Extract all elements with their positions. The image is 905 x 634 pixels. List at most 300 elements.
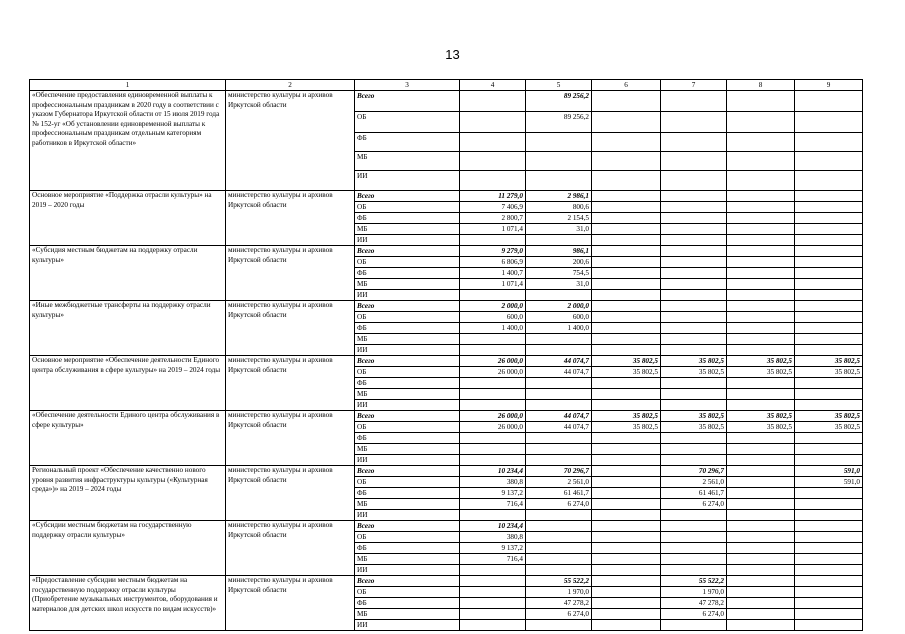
amount-cell: [727, 466, 795, 477]
amount-cell: [727, 389, 795, 400]
funding-source: ОБ: [355, 257, 460, 268]
amount-cell: 26 000,0: [460, 356, 526, 367]
amount-cell: [727, 521, 795, 532]
amount-cell: 6 274,0: [526, 499, 592, 510]
amount-cell: [661, 191, 727, 202]
amount-cell: [795, 543, 863, 554]
amount-cell: 61 461,7: [526, 488, 592, 499]
funding-source: ФБ: [355, 543, 460, 554]
activity-description: Основное мероприятие «Поддержка отрасли культуры» на 2019 – 2020 годы: [30, 191, 226, 246]
amount-cell: 6 274,0: [526, 609, 592, 620]
amount-cell: [727, 499, 795, 510]
amount-cell: [795, 268, 863, 279]
funding-source: Всего: [355, 246, 460, 257]
amount-cell: [592, 510, 661, 521]
funding-source: ФБ: [355, 268, 460, 279]
amount-cell: 11 279,0: [460, 191, 526, 202]
amount-cell: 2 154,5: [526, 213, 592, 224]
amount-cell: [727, 477, 795, 488]
amount-cell: 986,1: [526, 246, 592, 257]
amount-cell: [460, 510, 526, 521]
amount-cell: [795, 389, 863, 400]
table-row: [30, 521, 863, 532]
amount-cell: [592, 202, 661, 213]
amount-cell: [795, 290, 863, 301]
amount-cell: [526, 510, 592, 521]
amount-cell: [727, 202, 795, 213]
funding-source: ОБ: [355, 367, 460, 378]
amount-cell: 61 461,7: [661, 488, 727, 499]
amount-cell: [795, 565, 863, 576]
amount-cell: [727, 400, 795, 411]
column-header: 7: [661, 80, 727, 91]
amount-cell: 35 802,5: [727, 367, 795, 378]
amount-cell: [526, 334, 592, 345]
responsible-organization: министерство культуры и архивов Иркутской области: [226, 301, 355, 356]
amount-cell: [592, 345, 661, 356]
amount-cell: [661, 202, 727, 213]
amount-cell: 44 074,7: [526, 356, 592, 367]
amount-cell: 70 296,7: [526, 466, 592, 477]
amount-cell: 591,0: [795, 466, 863, 477]
amount-cell: [526, 620, 592, 631]
amount-cell: [592, 235, 661, 246]
amount-cell: [661, 312, 727, 323]
amount-cell: [526, 565, 592, 576]
amount-cell: 600,0: [526, 312, 592, 323]
amount-cell: [592, 444, 661, 455]
amount-cell: 716,4: [460, 499, 526, 510]
budget-table: [29, 79, 863, 631]
amount-cell: [727, 91, 795, 112]
amount-cell: [592, 112, 661, 133]
amount-cell: [592, 290, 661, 301]
amount-cell: [727, 565, 795, 576]
funding-source: ОБ: [355, 477, 460, 488]
funding-source: ФБ: [355, 323, 460, 334]
amount-cell: [727, 554, 795, 565]
amount-cell: 380,8: [460, 532, 526, 543]
amount-cell: [526, 433, 592, 444]
amount-cell: 31,0: [526, 224, 592, 235]
amount-cell: [795, 246, 863, 257]
column-header: 6: [592, 80, 661, 91]
column-header: 8: [727, 80, 795, 91]
amount-cell: [592, 433, 661, 444]
funding-source: ИИ: [355, 290, 460, 301]
responsible-organization: министерство культуры и архивов Иркутской области: [226, 191, 355, 246]
amount-cell: 35 802,5: [592, 411, 661, 422]
amount-cell: [460, 576, 526, 587]
amount-cell: [727, 488, 795, 499]
amount-cell: [460, 91, 526, 112]
funding-source: ИИ: [355, 455, 460, 466]
amount-cell: 1 071,4: [460, 279, 526, 290]
funding-source: МБ: [355, 279, 460, 290]
amount-cell: [460, 235, 526, 246]
amount-cell: [727, 345, 795, 356]
amount-cell: [661, 112, 727, 133]
amount-cell: [727, 112, 795, 133]
amount-cell: 1 400,0: [526, 323, 592, 334]
amount-cell: [795, 598, 863, 609]
amount-cell: 89 256,2: [526, 112, 592, 133]
funding-source: ФБ: [355, 433, 460, 444]
amount-cell: 35 802,5: [661, 422, 727, 433]
amount-cell: [661, 133, 727, 152]
amount-cell: [592, 91, 661, 112]
amount-cell: [592, 532, 661, 543]
amount-cell: [795, 112, 863, 133]
funding-source: ОБ: [355, 532, 460, 543]
funding-source: ОБ: [355, 312, 460, 323]
funding-source: МБ: [355, 499, 460, 510]
amount-cell: 35 802,5: [592, 367, 661, 378]
amount-cell: 9 137,2: [460, 543, 526, 554]
amount-cell: [592, 609, 661, 620]
amount-cell: 6 274,0: [661, 609, 727, 620]
funding-source: ФБ: [355, 488, 460, 499]
amount-cell: [661, 510, 727, 521]
amount-cell: [795, 620, 863, 631]
amount-cell: [795, 171, 863, 191]
column-header: 2: [226, 80, 355, 91]
amount-cell: [661, 455, 727, 466]
amount-cell: [727, 246, 795, 257]
amount-cell: [795, 91, 863, 112]
amount-cell: [795, 279, 863, 290]
amount-cell: [727, 213, 795, 224]
funding-source: МБ: [355, 389, 460, 400]
amount-cell: 35 802,5: [592, 422, 661, 433]
funding-source: МБ: [355, 609, 460, 620]
amount-cell: [727, 279, 795, 290]
amount-cell: [661, 334, 727, 345]
amount-cell: [592, 400, 661, 411]
amount-cell: 1 970,0: [661, 587, 727, 598]
amount-cell: [526, 444, 592, 455]
amount-cell: 600,0: [460, 312, 526, 323]
activity-description: Региональный проект «Обеспечение качественно нового уровня развития инфраструктуры культуры («Культурная среда»)» на 2019 – 2024 годы: [30, 466, 226, 521]
amount-cell: [795, 444, 863, 455]
amount-cell: [795, 521, 863, 532]
amount-cell: [795, 455, 863, 466]
amount-cell: [460, 389, 526, 400]
amount-cell: [592, 152, 661, 171]
amount-cell: [795, 345, 863, 356]
funding-source: Всего: [355, 191, 460, 202]
amount-cell: 26 000,0: [460, 422, 526, 433]
amount-cell: [661, 152, 727, 171]
funding-source: ОБ: [355, 587, 460, 598]
amount-cell: 44 074,7: [526, 411, 592, 422]
amount-cell: [592, 257, 661, 268]
activity-description: «Субсидия местным бюджетам на поддержку отрасли культуры»: [30, 246, 226, 301]
amount-cell: [795, 609, 863, 620]
funding-source: Всего: [355, 466, 460, 477]
amount-cell: [592, 323, 661, 334]
amount-cell: [592, 378, 661, 389]
column-header: 4: [460, 80, 526, 91]
amount-cell: [661, 268, 727, 279]
funding-source: ФБ: [355, 378, 460, 389]
amount-cell: [592, 224, 661, 235]
amount-cell: 44 074,7: [526, 422, 592, 433]
amount-cell: [592, 598, 661, 609]
amount-cell: [460, 565, 526, 576]
amount-cell: 35 802,5: [661, 367, 727, 378]
amount-cell: [526, 171, 592, 191]
table-row: [30, 91, 863, 112]
activity-description: «Обеспечение деятельности Единого центра обслуживания в сфере культуры»: [30, 411, 226, 466]
column-header: 9: [795, 80, 863, 91]
amount-cell: [727, 171, 795, 191]
amount-cell: [592, 620, 661, 631]
amount-cell: [795, 312, 863, 323]
amount-cell: [727, 152, 795, 171]
amount-cell: [727, 378, 795, 389]
amount-cell: [661, 290, 727, 301]
amount-cell: [795, 213, 863, 224]
funding-source: ФБ: [355, 213, 460, 224]
amount-cell: [460, 587, 526, 598]
amount-cell: [661, 554, 727, 565]
funding-source: ИИ: [355, 345, 460, 356]
amount-cell: [795, 488, 863, 499]
amount-cell: 6 274,0: [661, 499, 727, 510]
table-row: [30, 576, 863, 587]
activity-description: «Субсидии местным бюджетам на государственную поддержку отрасли культуры»: [30, 521, 226, 576]
amount-cell: [795, 400, 863, 411]
amount-cell: 35 802,5: [727, 411, 795, 422]
amount-cell: [727, 268, 795, 279]
amount-cell: [460, 133, 526, 152]
amount-cell: [661, 257, 727, 268]
amount-cell: 2 561,0: [661, 477, 727, 488]
amount-cell: 2 561,0: [526, 477, 592, 488]
amount-cell: [592, 455, 661, 466]
amount-cell: [526, 532, 592, 543]
amount-cell: [526, 133, 592, 152]
amount-cell: [795, 235, 863, 246]
amount-cell: 89 256,2: [526, 91, 592, 112]
amount-cell: 10 234,4: [460, 521, 526, 532]
amount-cell: [592, 587, 661, 598]
funding-source: МБ: [355, 152, 460, 171]
amount-cell: [661, 279, 727, 290]
activity-description: «Обеспечение предоставления единовременной выплаты к профессиональным праздникам в 2020 году в соответствии с указом Губернатора Иркутской области от 15 июля 2019 года № 152-уг «Об установлении единовременной выплаты к профессиональным праздникам отдельным категориям работников в Иркутской области»: [30, 91, 226, 191]
amount-cell: [727, 587, 795, 598]
amount-cell: 2 986,1: [526, 191, 592, 202]
responsible-organization: министерство культуры и архивов Иркутской области: [226, 521, 355, 576]
amount-cell: 35 802,5: [795, 367, 863, 378]
amount-cell: [727, 444, 795, 455]
amount-cell: [460, 598, 526, 609]
amount-cell: [727, 133, 795, 152]
amount-cell: [526, 521, 592, 532]
amount-cell: 9 279,0: [460, 246, 526, 257]
amount-cell: 35 802,5: [592, 356, 661, 367]
amount-cell: [795, 433, 863, 444]
table-row: [30, 191, 863, 202]
amount-cell: [661, 565, 727, 576]
amount-cell: [727, 543, 795, 554]
amount-cell: [592, 554, 661, 565]
amount-cell: 10 234,4: [460, 466, 526, 477]
amount-cell: [661, 235, 727, 246]
amount-cell: [460, 609, 526, 620]
amount-cell: [661, 620, 727, 631]
amount-cell: 35 802,5: [795, 411, 863, 422]
amount-cell: [526, 400, 592, 411]
amount-cell: [592, 521, 661, 532]
amount-cell: [661, 224, 727, 235]
amount-cell: 1 970,0: [526, 587, 592, 598]
amount-cell: 35 802,5: [795, 356, 863, 367]
amount-cell: 591,0: [795, 477, 863, 488]
amount-cell: [727, 620, 795, 631]
amount-cell: 800,6: [526, 202, 592, 213]
amount-cell: [727, 455, 795, 466]
funding-source: ИИ: [355, 565, 460, 576]
amount-cell: [592, 246, 661, 257]
amount-cell: [592, 499, 661, 510]
amount-cell: [727, 532, 795, 543]
amount-cell: [727, 510, 795, 521]
amount-cell: [727, 334, 795, 345]
table-row: [30, 466, 863, 477]
amount-cell: [795, 191, 863, 202]
amount-cell: [727, 323, 795, 334]
amount-cell: [795, 301, 863, 312]
amount-cell: 26 000,0: [460, 367, 526, 378]
amount-cell: [727, 191, 795, 202]
amount-cell: [795, 133, 863, 152]
amount-cell: 35 802,5: [661, 411, 727, 422]
amount-cell: [460, 345, 526, 356]
funding-source: Всего: [355, 521, 460, 532]
table-row: [30, 246, 863, 257]
responsible-organization: министерство культуры и архивов Иркутской области: [226, 466, 355, 521]
table-row: [30, 356, 863, 367]
amount-cell: 2 000,0: [460, 301, 526, 312]
activity-description: «Иные межбюджетные трансферты на поддержку отрасли культуры»: [30, 301, 226, 356]
amount-cell: [592, 334, 661, 345]
amount-cell: [592, 565, 661, 576]
amount-cell: [592, 477, 661, 488]
funding-source: ИИ: [355, 620, 460, 631]
amount-cell: 200,6: [526, 257, 592, 268]
amount-cell: [795, 334, 863, 345]
amount-cell: [661, 444, 727, 455]
amount-cell: [460, 433, 526, 444]
amount-cell: 35 802,5: [727, 422, 795, 433]
amount-cell: 6 806,9: [460, 257, 526, 268]
amount-cell: [661, 521, 727, 532]
amount-cell: [592, 488, 661, 499]
amount-cell: 35 802,5: [661, 356, 727, 367]
amount-cell: 55 522,2: [661, 576, 727, 587]
amount-cell: [526, 389, 592, 400]
amount-cell: [727, 609, 795, 620]
amount-cell: [592, 389, 661, 400]
table-row: [30, 411, 863, 422]
amount-cell: 2 800,7: [460, 213, 526, 224]
responsible-organization: министерство культуры и архивов Иркутской области: [226, 576, 355, 631]
amount-cell: [661, 433, 727, 444]
amount-cell: [661, 246, 727, 257]
amount-cell: [727, 257, 795, 268]
column-header: 5: [526, 80, 592, 91]
amount-cell: [795, 587, 863, 598]
amount-cell: [526, 554, 592, 565]
amount-cell: 31,0: [526, 279, 592, 290]
responsible-organization: министерство культуры и архивов Иркутской области: [226, 411, 355, 466]
amount-cell: 47 278,2: [526, 598, 592, 609]
amount-cell: [795, 576, 863, 587]
amount-cell: [592, 171, 661, 191]
amount-cell: [727, 312, 795, 323]
amount-cell: [460, 334, 526, 345]
amount-cell: [795, 554, 863, 565]
amount-cell: [460, 290, 526, 301]
amount-cell: [661, 389, 727, 400]
funding-source: Всего: [355, 91, 460, 112]
amount-cell: [592, 268, 661, 279]
amount-cell: 35 802,5: [795, 422, 863, 433]
amount-cell: [795, 152, 863, 171]
amount-cell: [795, 323, 863, 334]
amount-cell: [460, 112, 526, 133]
activity-description: «Предоставление субсидии местным бюджетам на государственную поддержку отрасли культуры (Приобретение музыкальных инструментов, оборудования и материалов для детских школ искусств по видам искусств)»: [30, 576, 226, 631]
funding-source: ИИ: [355, 171, 460, 191]
amount-cell: [526, 235, 592, 246]
amount-cell: 70 296,7: [661, 466, 727, 477]
amount-cell: [795, 224, 863, 235]
amount-cell: 7 406,9: [460, 202, 526, 213]
amount-cell: [727, 235, 795, 246]
amount-cell: 754,5: [526, 268, 592, 279]
activity-description: Основное мероприятие «Обеспечение деятельности Единого центра обслуживания в сфере культуры» на 2019 – 2024 годы: [30, 356, 226, 411]
amount-cell: [727, 224, 795, 235]
amount-cell: 1 400,0: [460, 323, 526, 334]
amount-cell: 1 400,7: [460, 268, 526, 279]
amount-cell: [526, 378, 592, 389]
funding-source: Всего: [355, 356, 460, 367]
funding-source: Всего: [355, 576, 460, 587]
amount-cell: 44 074,7: [526, 367, 592, 378]
amount-cell: [592, 576, 661, 587]
funding-source: ФБ: [355, 133, 460, 152]
amount-cell: [795, 510, 863, 521]
page-number: 13: [445, 47, 460, 62]
amount-cell: [795, 499, 863, 510]
amount-cell: [526, 543, 592, 554]
amount-cell: [526, 345, 592, 356]
amount-cell: [795, 202, 863, 213]
amount-cell: [661, 532, 727, 543]
amount-cell: 716,4: [460, 554, 526, 565]
amount-cell: [795, 257, 863, 268]
funding-source: ОБ: [355, 422, 460, 433]
funding-source: ФБ: [355, 598, 460, 609]
amount-cell: [592, 466, 661, 477]
amount-cell: [661, 400, 727, 411]
amount-cell: 2 000,0: [526, 301, 592, 312]
funding-source: ИИ: [355, 400, 460, 411]
amount-cell: [460, 620, 526, 631]
amount-cell: 9 137,2: [460, 488, 526, 499]
